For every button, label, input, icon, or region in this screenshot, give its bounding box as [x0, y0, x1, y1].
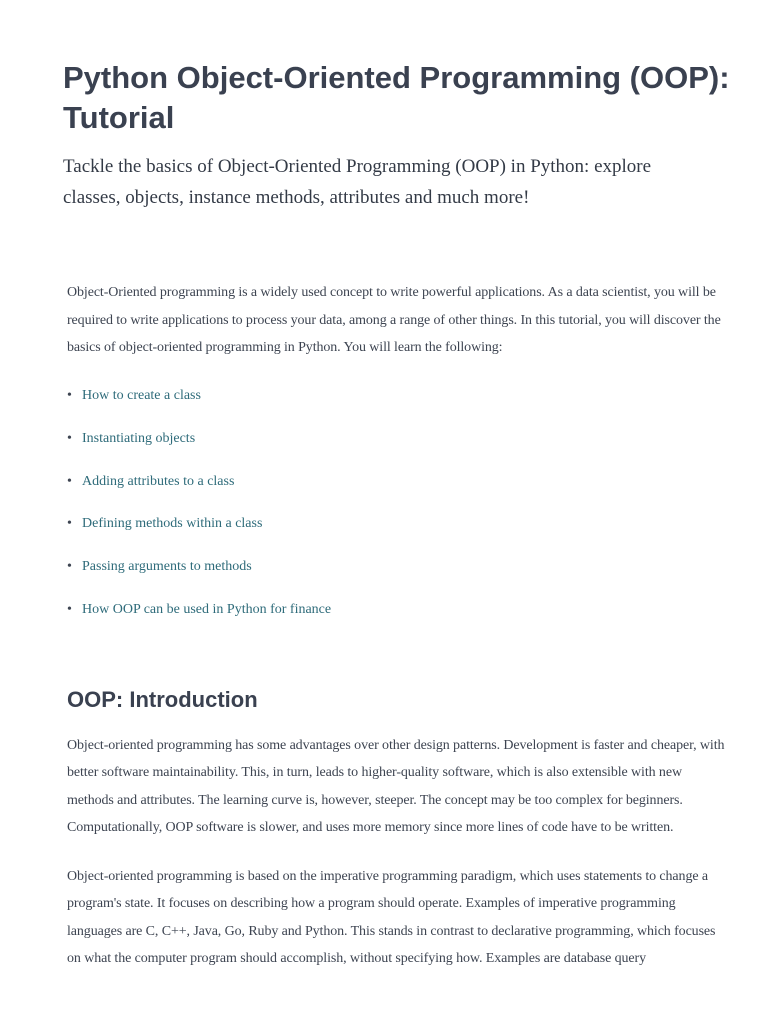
bullet-icon: •	[67, 473, 72, 489]
section-paragraph: Object-oriented programming is based on the imperative programming paradigm, which uses statements to change a program's state. It focuses on describing how a program should operate. Examples of imperative programming languages are C, C++, Java, Go, Ruby and Python. This stands in contrast to declarative programming, which focuses on what the computer program should accomplish, without specifying how. Examples are database query	[67, 869, 716, 967]
intro-paragraph: Object-Oriented programming is a widely used concept to write powerful applications. As a data scientist, you will be required to write applications to process your data, among a range of other things. In this tutorial, you will discover the basics of object-oriented programming in Python. You will learn the following:	[67, 285, 721, 355]
toc-link-instantiating-objects[interactable]: Instantiating objects	[82, 430, 196, 446]
section-paragraph: Object-oriented programming has some advantages over other design patterns. Development is faster and cheaper, with better software maintainability. This, in turn, leads to higher-quality software, which is also extensible with new methods and attributes. The learning curve is, however, steeper. The concept may be too complex for beginners. Computationally, OOP software is slower, and uses more memory since more lines of code have to be written.	[67, 738, 725, 836]
table-of-contents	[67, 383, 667, 640]
bullet-icon: •	[67, 430, 72, 446]
toc-item	[67, 511, 667, 554]
toc-link-create-class[interactable]: How to create a class	[82, 388, 201, 403]
toc-link-passing-arguments[interactable]: Passing arguments to methods	[82, 559, 252, 575]
toc-item	[67, 383, 667, 426]
bullet-icon: •	[67, 388, 72, 403]
bullet-icon: •	[67, 559, 72, 575]
toc-item	[67, 597, 667, 640]
toc-item	[67, 426, 667, 469]
toc-link-defining-methods[interactable]: Defining methods within a class	[82, 516, 263, 532]
bullet-icon: •	[67, 601, 72, 617]
toc-item	[67, 554, 667, 597]
bullet-icon: •	[67, 516, 72, 532]
page-title: Python Object-Oriented Programming (OOP): Tutorial	[63, 60, 730, 135]
section-heading: OOP: Introduction	[67, 687, 258, 712]
toc-link-oop-finance[interactable]: How OOP can be used in Python for finance	[82, 601, 332, 617]
article-subtitle: Tackle the basics of Object-Oriented Programming (OOP) in Python: explore classes, objects, instance methods, attributes and much more!	[63, 156, 652, 208]
toc-link-adding-attributes[interactable]: Adding attributes to a class	[82, 473, 235, 489]
toc-item	[67, 469, 667, 512]
